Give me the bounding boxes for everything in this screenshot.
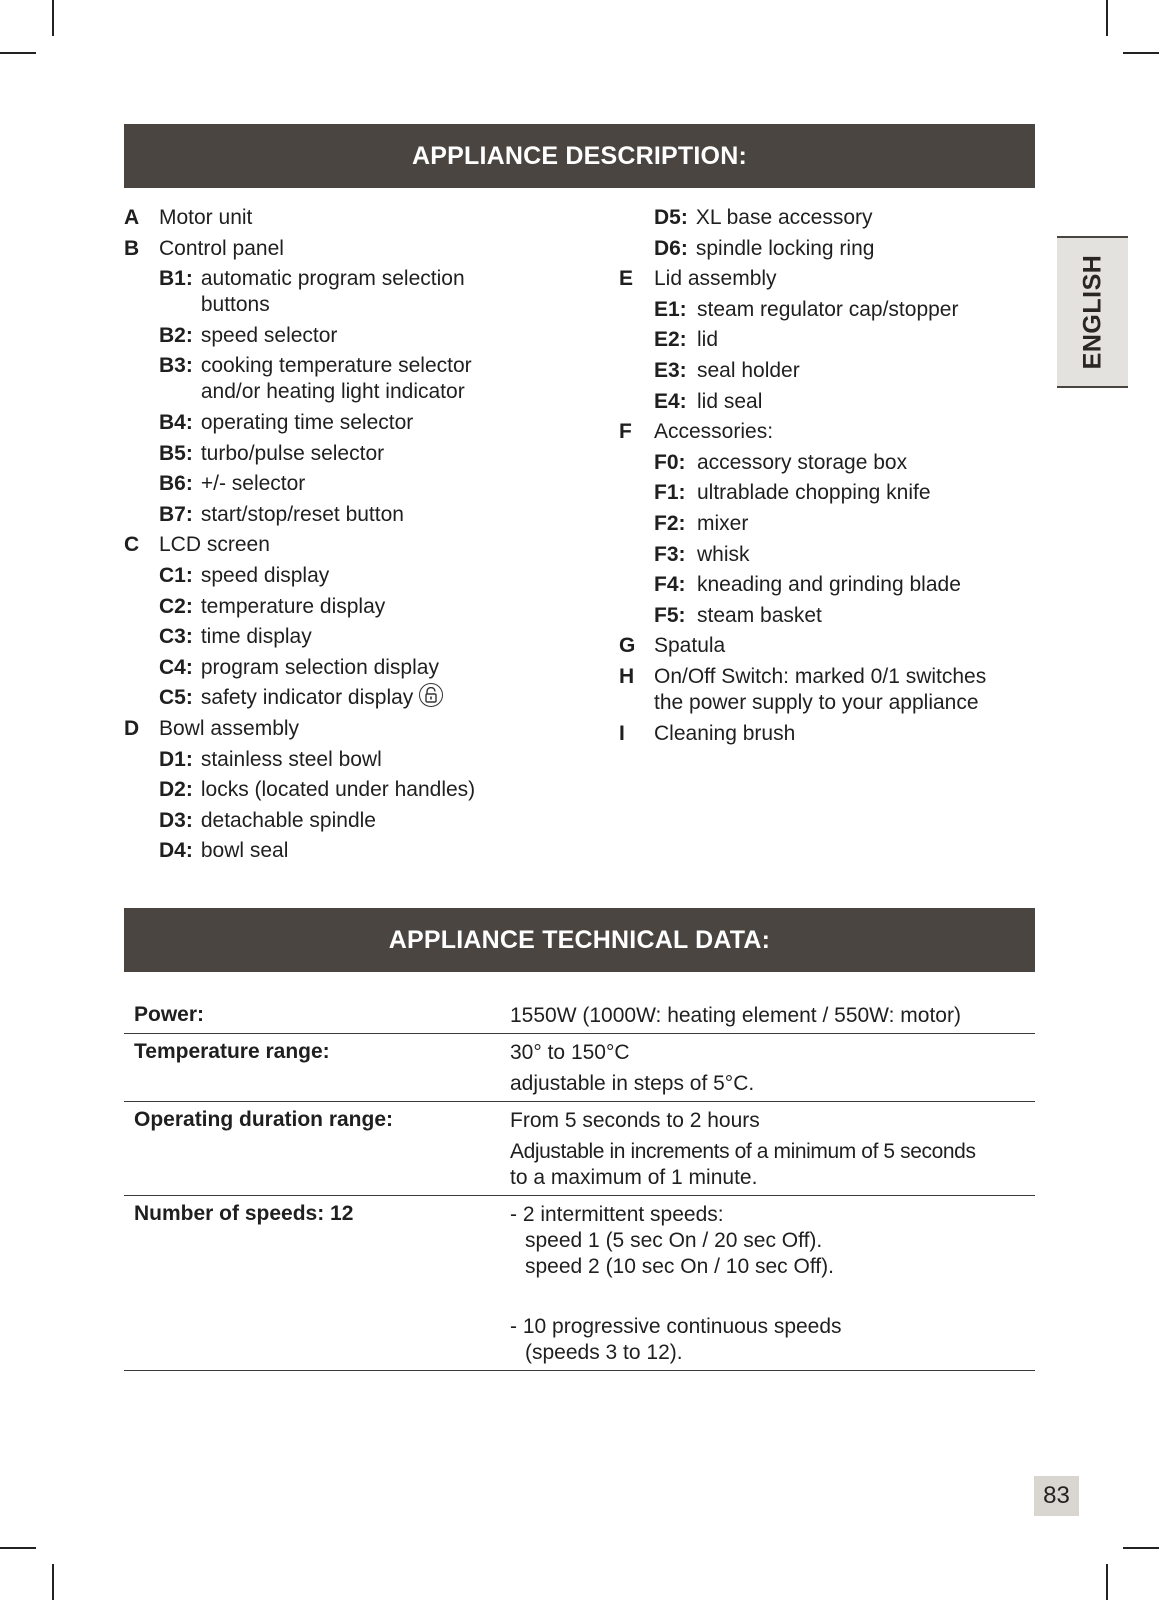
- crop-mark: [52, 1564, 54, 1600]
- item-d3: D3: detachable spindle: [159, 808, 376, 832]
- table-row-temperature: [124, 1034, 1035, 1102]
- crop-mark: [52, 0, 54, 36]
- power-value: 1550W (1000W: heating element / 550W: motor): [510, 997, 1035, 1034]
- technical-title: APPLIANCE TECHNICAL DATA:: [388, 925, 771, 954]
- item-c5: C5: safety indicator display: [124, 683, 564, 714]
- item-b4: B4: operating time selector: [159, 410, 414, 434]
- duration-label: Operating duration range:: [124, 1102, 510, 1196]
- item-e4: E4: lid seal: [654, 389, 763, 413]
- description-title: APPLIANCE DESCRIPTION:: [412, 141, 747, 170]
- crop-mark: [1106, 0, 1108, 36]
- item-h: H On/Off Switch: marked 0/1 switches the power supply to your appliance: [619, 664, 987, 714]
- item-b3: B3: cooking temperature selector and/or heating light indicator: [159, 354, 472, 404]
- item-b1: B1: automatic program selection buttons: [159, 267, 465, 317]
- item-f1: F1: ultrablade chopping knife: [654, 481, 931, 505]
- item-f3: F3: whisk: [654, 542, 750, 566]
- item-f: F Accessories:: [619, 420, 774, 444]
- item-d1: D1: stainless steel bowl: [159, 747, 382, 771]
- item-c: C LCD screen: [124, 533, 270, 557]
- temperature-label: Temperature range:: [124, 1034, 510, 1102]
- item-f2: F2: mixer: [654, 511, 749, 535]
- item-i: I Cleaning brush: [619, 721, 796, 745]
- item-d6: D6: spindle locking ring: [654, 236, 875, 260]
- table-row-power: [124, 997, 1035, 1034]
- item-e: E Lid assembly: [619, 267, 777, 291]
- item-b6: B6: +/- selector: [159, 472, 306, 496]
- item-e2: E2: lid: [654, 328, 719, 352]
- item-f5: F5: steam basket: [654, 603, 822, 627]
- item-c4: C4: program selection display: [159, 655, 439, 679]
- speeds-value: - 2 intermittent speeds: speed 1 (5 sec On / 20 sec Off). speed 2 (10 sec On / 10 sec Off). - 10 progressive continuous speeds (speeds 3 to 12).: [510, 1196, 1035, 1371]
- item-c2: C2: temperature display: [159, 594, 386, 618]
- item-d: D Bowl assembly: [124, 716, 300, 740]
- temperature-value: 30° to 150°C adjustable in steps of 5°C.: [510, 1034, 1035, 1102]
- item-b7: B7: start/stop/reset button: [159, 502, 404, 526]
- description-left-column: [124, 203, 564, 867]
- item-e1: E1: steam regulator cap/stopper: [654, 297, 959, 321]
- language-label: ENGLISH: [1078, 254, 1106, 370]
- item-c3: C3: time display: [159, 625, 312, 649]
- technical-data-table: [124, 997, 1035, 1371]
- language-tab: [1057, 236, 1128, 388]
- item-d4: D4: bowl seal: [159, 839, 289, 863]
- table-row-duration: [124, 1102, 1035, 1196]
- crop-mark: [0, 52, 36, 54]
- item-d5: D5: XL base accessory: [654, 206, 873, 229]
- duration-value: From 5 seconds to 2 hours Adjustable in increments of a minimum of 5 seconds to a maximum of 1 minute.: [510, 1102, 1035, 1196]
- technical-banner: [124, 908, 1035, 972]
- item-a: A Motor unit: [124, 206, 253, 229]
- speeds-label: Number of speeds: 12: [124, 1196, 510, 1371]
- item-d2: D2: locks (located under handles): [159, 778, 476, 802]
- crop-mark: [1123, 52, 1159, 54]
- item-e3: E3: seal holder: [654, 358, 800, 382]
- item-f4: F4: kneading and grinding blade: [654, 573, 961, 597]
- crop-mark: [1123, 1547, 1159, 1549]
- power-label: Power:: [124, 997, 510, 1034]
- item-c1: C1: speed display: [159, 563, 330, 587]
- item-b5: B5: turbo/pulse selector: [159, 441, 385, 465]
- unlock-icon: [419, 683, 443, 707]
- item-b2: B2: speed selector: [159, 323, 338, 347]
- crop-mark: [1106, 1564, 1108, 1600]
- crop-mark: [0, 1547, 36, 1549]
- page-number: 83: [1034, 1476, 1079, 1516]
- table-row-speeds: [124, 1196, 1035, 1371]
- item-f0: F0: accessory storage box: [654, 450, 908, 474]
- item-g: G Spatula: [619, 634, 726, 658]
- description-right-column: [619, 203, 1039, 749]
- item-b: B Control panel: [124, 236, 284, 260]
- description-banner: [124, 124, 1035, 188]
